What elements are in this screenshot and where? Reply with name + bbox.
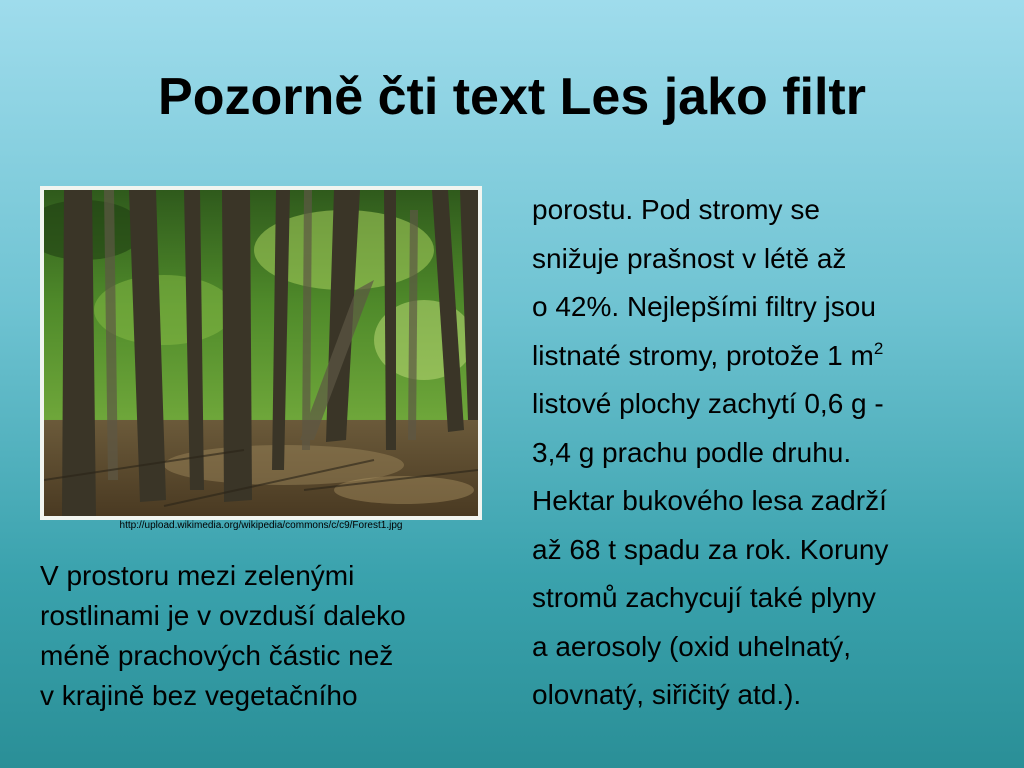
text-line: rostlinami je v ovzduší daleko xyxy=(40,600,406,631)
text-line: méně prachových částic než xyxy=(40,640,394,671)
text-line: V prostoru mezi zelenými xyxy=(40,560,355,591)
text-line: olovnatý, siřičitý atd.). xyxy=(532,679,802,710)
text-line: porostu. Pod stromy se xyxy=(532,194,820,225)
text-line: stromů zachycují také plyny xyxy=(532,582,876,613)
text-segment: listnaté stromy, protože 1 m xyxy=(532,339,874,371)
forest-photo xyxy=(40,186,482,520)
left-paragraph xyxy=(40,556,500,716)
text-line: o 42%. Nejlepšími filtry jsou xyxy=(532,291,876,322)
text-line: 3,4 g prachu podle druhu. xyxy=(532,436,852,468)
forest-image xyxy=(44,190,478,516)
text-line: a aerosoly (oxid uhelnatý, xyxy=(532,630,852,662)
text-line: v krajině bez vegetačního xyxy=(40,680,358,711)
text-line-with-superscript xyxy=(532,332,1002,381)
text-line: až 68 t spadu za rok. Koruny xyxy=(532,533,889,565)
superscript: 2 xyxy=(873,338,884,358)
image-caption: http://upload.wikimedia.org/wikipedia/commons/c/c9/Forest1.jpg xyxy=(119,520,403,531)
slide-title: Pozorně čti text Les jako filtr xyxy=(158,68,866,126)
text-line: snižuje prašnost v létě až xyxy=(532,242,847,274)
right-paragraph xyxy=(532,186,1002,720)
text-line: Hektar bukového lesa zadrží xyxy=(532,485,887,516)
text-line: listové plochy zachytí 0,6 g - xyxy=(532,388,884,419)
